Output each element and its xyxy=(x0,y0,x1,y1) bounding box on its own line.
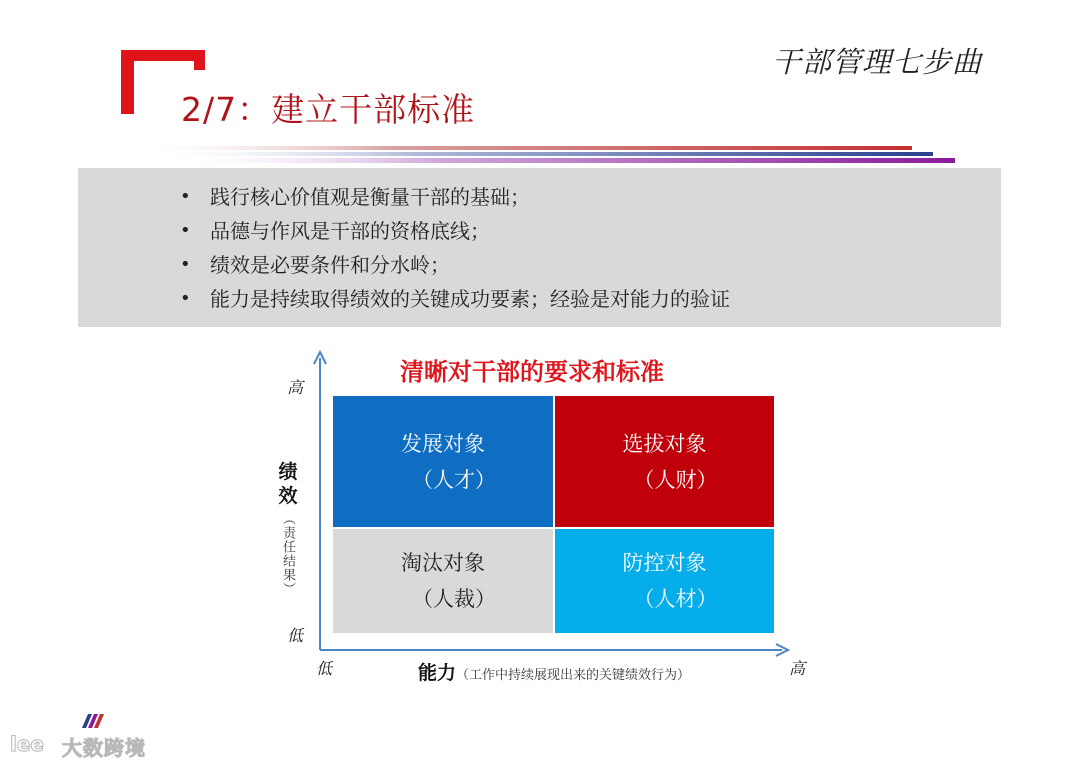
y-axis-subtitle: （责任结果） xyxy=(280,512,295,596)
quadrant-sublabel: （人才） xyxy=(412,467,496,492)
x-axis-subtitle: （工作中持续展现出来的关键绩效行为） xyxy=(456,668,691,683)
quadrant-control-candidates xyxy=(555,529,774,633)
quadrant-label: 发展对象 xyxy=(401,431,485,456)
principles-panel xyxy=(78,168,1001,327)
y-axis-high-label: 高 xyxy=(287,378,304,397)
quadrant-sublabel: （人财） xyxy=(633,467,718,492)
matrix-title: 清晰对干部的要求和标准 xyxy=(400,358,664,386)
watermark-text: 大数跨境 xyxy=(62,736,146,760)
principle-item: • 践行核心价值观是衡量干部的基础； xyxy=(180,180,1001,214)
quadrant-development-candidates xyxy=(333,396,553,527)
quadrant-label: 淘汰对象 xyxy=(401,551,485,575)
quadrant-promotion-candidates xyxy=(555,396,774,527)
slide-subtitle: 干部管理七步曲 xyxy=(771,45,982,79)
quadrant-sublabel: （人裁） xyxy=(412,587,496,611)
x-axis-title: 能力 xyxy=(418,662,457,684)
quadrant-elimination-candidates xyxy=(333,529,553,633)
watermark-stripes-icon xyxy=(82,714,108,728)
quadrant-label: 防控对象 xyxy=(622,551,707,575)
x-axis-low-label: 低 xyxy=(316,659,333,678)
y-axis-low-label: 低 xyxy=(287,626,304,645)
y-axis-title: 绩效 xyxy=(278,461,298,507)
principle-item: • 能力是持续取得绩效的关键成功要素；经验是对能力的验证 xyxy=(180,282,1001,316)
quadrant-label: 选拔对象 xyxy=(622,431,707,456)
watermark xyxy=(10,712,150,762)
x-axis-title-group xyxy=(418,658,690,685)
slide-title: 2/7：建立干部标准 xyxy=(181,90,476,129)
x-axis-high-label: 高 xyxy=(789,659,806,678)
watermark-logo-text: lee xyxy=(10,732,44,756)
principles-list xyxy=(78,168,1001,316)
quadrant-sublabel: （人材） xyxy=(633,587,718,611)
principle-item: • 品德与作风是干部的资格底线； xyxy=(180,214,1001,248)
principle-item: • 绩效是必要条件和分水岭； xyxy=(180,248,1001,282)
